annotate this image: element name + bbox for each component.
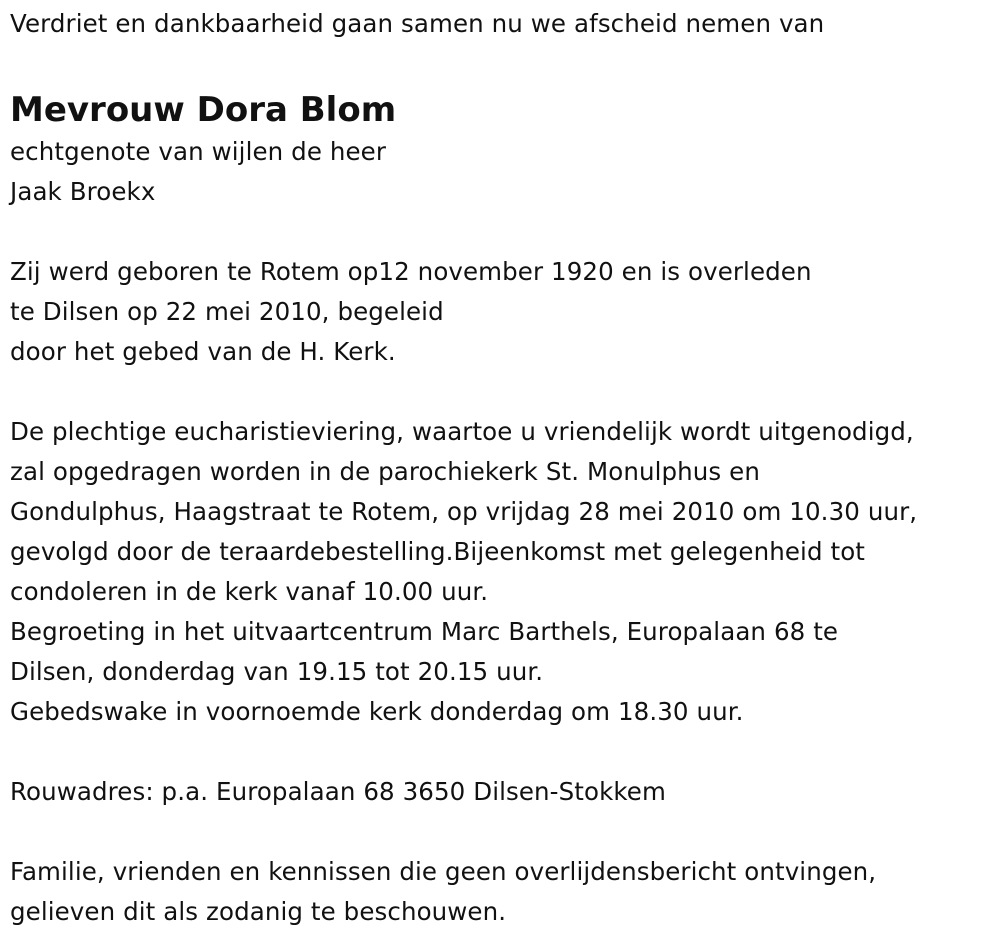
ceremony-line: gevolgd door de teraardebestelling.Bijeenkomst met gelegenheid tot [10, 537, 865, 566]
ceremony-line: zal opgedragen worden in de parochiekerk St. Monulphus en [10, 457, 760, 486]
ceremony-line: Gondulphus, Haagstraat te Rotem, op vrijdag 28 mei 2010 om 10.30 uur, [10, 497, 918, 526]
death-notice [10, 0, 995, 932]
spouse-block [10, 132, 995, 212]
birth-death-block [10, 252, 995, 372]
ceremony-line: Dilsen, donderdag van 19.15 tot 20.15 uur. [10, 657, 544, 686]
intro-line: Verdriet en dankbaarheid gaan samen nu we afscheid nemen van [10, 9, 825, 38]
ceremony-line: Begroeting in het uitvaartcentrum Marc Barthels, Europalaan 68 te [10, 617, 839, 646]
spacer [10, 812, 995, 852]
birth-death-line: te Dilsen op 22 mei 2010, begeleid [10, 297, 444, 326]
spacer [10, 372, 995, 412]
spacer [10, 732, 995, 772]
mourning-address: Rouwadres: p.a. Europalaan 68 3650 Dilsen-Stokkem [10, 777, 666, 806]
closing-block [10, 852, 995, 932]
ceremony-line: Gebedswake in voornoemde kerk donderdag om 18.30 uur. [10, 697, 744, 726]
ceremony-block [10, 412, 995, 732]
birth-death-line: door het gebed van de H. Kerk. [10, 337, 396, 366]
birth-death-line: Zij werd geboren te Rotem op12 november 1920 en is overleden [10, 257, 812, 286]
closing-line: gelieven dit als zodanig te beschouwen. [10, 897, 507, 926]
spacer [10, 212, 995, 252]
ceremony-line: condoleren in de kerk vanaf 10.00 uur. [10, 577, 489, 606]
spouse-line: echtgenote van wijlen de heer [10, 137, 387, 166]
deceased-name: Mevrouw Dora Blom [10, 90, 397, 130]
ceremony-line: De plechtige eucharistieviering, waartoe u vriendelijk wordt uitgenodigd, [10, 417, 914, 446]
spouse-line: Jaak Broekx [10, 177, 156, 206]
closing-line: Familie, vrienden en kennissen die geen overlijdensbericht ontvingen, [10, 857, 877, 886]
